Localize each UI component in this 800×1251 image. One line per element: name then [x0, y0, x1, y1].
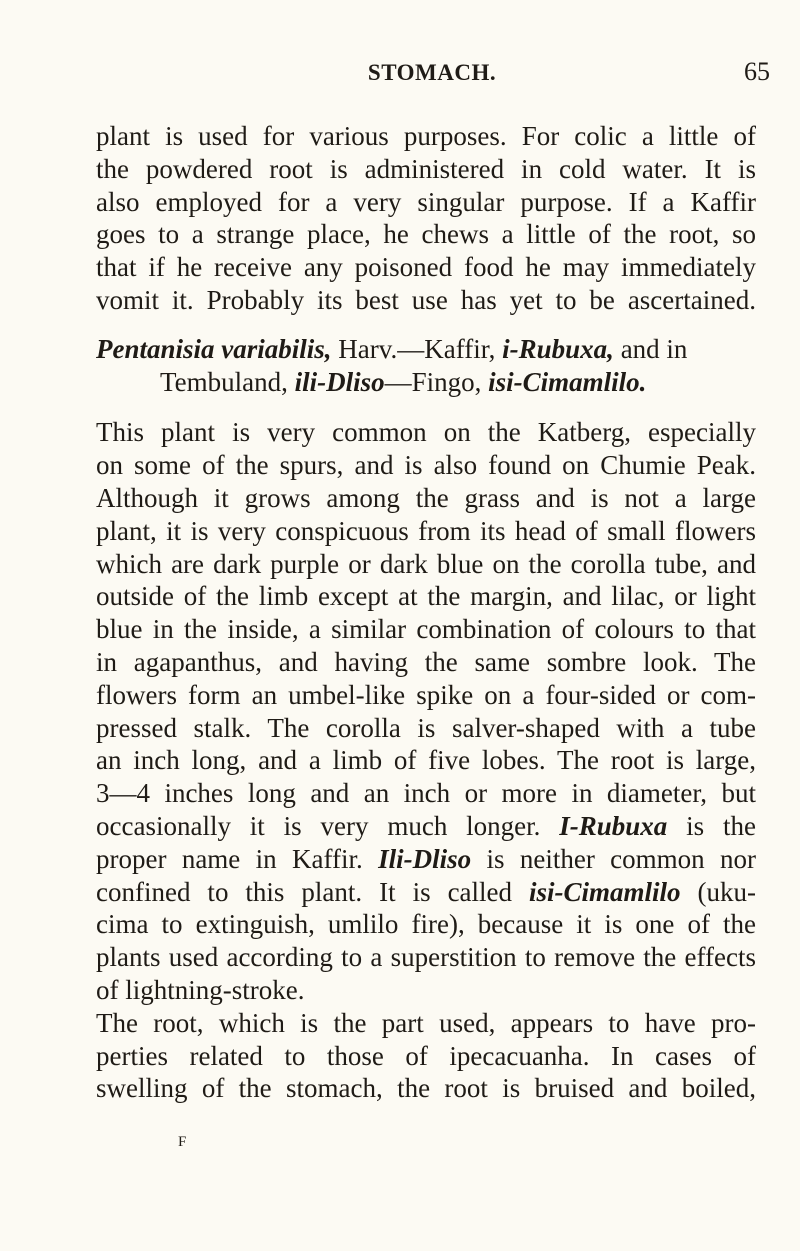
running-head: STOMACH.	[367, 60, 497, 85]
text-line: outside of the limb except at the margin, and lilac, or light	[96, 581, 756, 612]
text-line: blue in the inside, a similar combination of colours to that	[96, 614, 756, 645]
text-line: in agapanthus, and having the same sombre look. The	[96, 646, 756, 677]
text-line: on some of the spurs, and is also found on Chumie Peak.	[96, 450, 756, 481]
text-line: This plant is very common on the Katberg, especially	[96, 417, 756, 448]
signature-mark: F	[178, 1134, 187, 1150]
text-run: is the	[667, 810, 757, 841]
text-line: also employed for a very singular purpose. If a Kaffir	[96, 186, 756, 217]
species-name: Pentanisia variabilis,	[96, 333, 332, 364]
text-line: plant is used for various purposes. For colic a little of	[96, 121, 756, 151]
text-line: which are dark purple or dark blue on the corolla tube, and	[96, 548, 756, 579]
species-heading	[96, 333, 756, 399]
text-line: that if he receive any poisoned food he may immediately	[96, 252, 756, 283]
text-line: an inch long, and a limb of five lobes. The root is large,	[96, 745, 756, 776]
page-header	[94, 57, 770, 100]
text-run: is neither common nor	[471, 843, 757, 874]
heading-line	[96, 333, 756, 366]
text-line: cima to extinguish, umlilo fire), because it is one of the	[96, 909, 756, 940]
text-line: pressed stalk. The corolla is salver-shaped with a tube	[96, 712, 756, 743]
heading-text: Harv.—Kaffir,	[331, 333, 503, 364]
text-run: occasionally it is very much longer.	[96, 810, 560, 841]
text-line: 3—4 inches long and an inch or more in diameter, but	[96, 778, 756, 809]
heading-line	[96, 366, 756, 399]
text-line	[96, 843, 756, 876]
text-line	[96, 876, 756, 909]
text-run: (uku-	[680, 876, 757, 907]
italic-term: Ili-Dliso	[378, 843, 472, 874]
text-line	[96, 810, 756, 843]
paragraph-3	[96, 1007, 756, 1105]
text-line: flowers form an umbel-like spike on a four-sided or com-	[96, 679, 756, 710]
text-line: The root, which is the part used, appears to have pro-	[96, 1007, 756, 1038]
paragraph-2	[96, 416, 756, 1006]
text-run: proper name in Kaffir.	[96, 843, 379, 874]
text-line: plant, it is very conspicuous from its head of small flowers	[96, 515, 756, 546]
text-line: goes to a strange place, he chews a little of the root, so	[96, 219, 756, 250]
text-line: swelling of the stomach, the root is bruised and boiled,	[96, 1073, 756, 1104]
page-number: 65	[744, 57, 770, 86]
text-run: confined to this plant. It is called	[96, 876, 530, 907]
text-line: perties related to those of ipecacuanha. In cases of	[96, 1040, 756, 1071]
italic-term: isi-Cimamlilo	[529, 876, 681, 907]
heading-text: and in	[613, 333, 688, 364]
paragraph-1	[96, 120, 756, 317]
fingo-name: isi-Cimamlilo.	[488, 366, 647, 397]
heading-text: Tembuland,	[160, 366, 295, 397]
text-line: of lightning-stroke.	[96, 974, 305, 1005]
text-line: vomit it. Probably its best use has yet to be ascertained.	[96, 284, 756, 315]
kaffir-name: i-Rubuxa,	[502, 333, 614, 364]
text-line: plants used according to a superstition to remove the effects	[96, 942, 756, 973]
text-line: the powdered root is administered in cold water. It is	[96, 153, 756, 184]
page-body	[96, 120, 756, 1105]
italic-term: I-Rubuxa	[559, 810, 668, 841]
tembu-name: ili-Dliso	[294, 366, 385, 397]
heading-text: —Fingo,	[384, 366, 489, 397]
text-line: Although it grows among the grass and is not a large	[96, 482, 756, 513]
